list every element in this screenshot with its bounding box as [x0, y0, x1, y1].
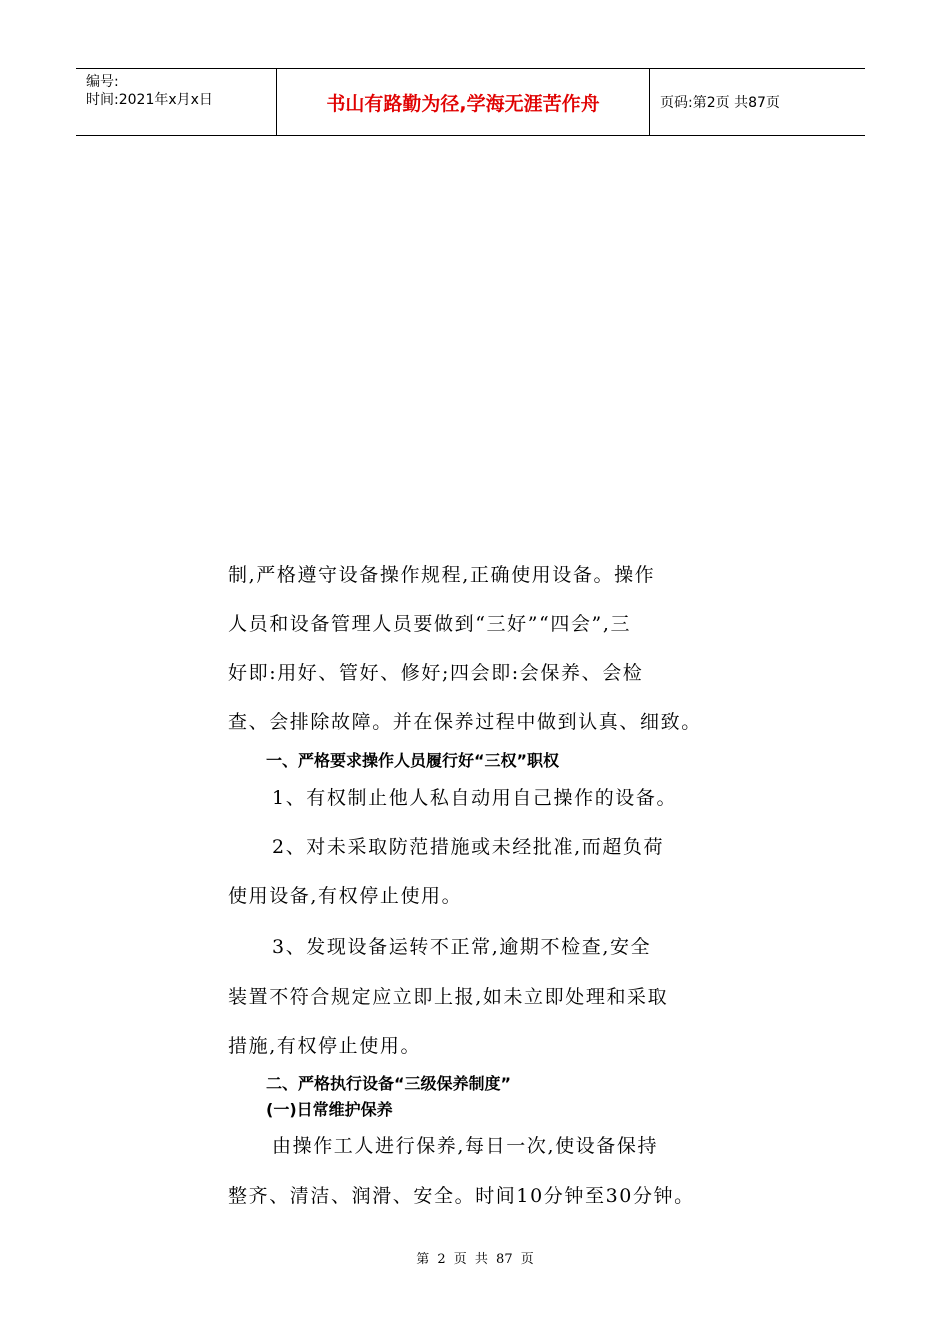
body-line: 整齐、清洁、润滑、安全。时间10分钟至30分钟。 [228, 1185, 695, 1207]
page-header [76, 68, 865, 136]
list-item: 3、发现设备运转不正常,逾期不检查,安全 [272, 936, 652, 958]
doc-time-label: 时间:2021年x月x日 [86, 92, 213, 108]
list-item-cont: 使用设备,有权停止使用。 [228, 885, 463, 907]
section-heading-2: 二、严格执行设备“三级保养制度” [266, 1074, 512, 1093]
list-item: 2、对未采取防范措施或未经批准,而超负荷 [272, 836, 665, 858]
body-line: 由操作工人进行保养,每日一次,使设备保持 [272, 1135, 659, 1157]
header-motto: 书山有路勤为径,学海无涯苦作舟 [277, 69, 650, 135]
header-meta [76, 69, 277, 135]
subsection-heading: (一)日常维护保养 [266, 1100, 393, 1119]
list-item: 1、有权制止他人私自动用自己操作的设备。 [272, 787, 678, 809]
body-line: 制,严格遵守设备操作规程,正确使用设备。操作 [228, 564, 656, 586]
body-line: 查、会排除故障。并在保养过程中做到认真、细致。 [228, 711, 702, 733]
list-item-cont: 措施,有权停止使用。 [228, 1035, 422, 1057]
header-page-info: 页码:第2页 共87页 [660, 95, 780, 111]
doc-number-label: 编号: [86, 74, 119, 90]
body-line: 好即:用好、管好、修好;四会即:会保养、会检 [228, 662, 644, 684]
page-footer: 第 2 页 共 87 页 [416, 1252, 534, 1267]
section-heading-1: 一、严格要求操作人员履行好“三权”职权 [266, 751, 560, 770]
body-line: 人员和设备管理人员要做到“三好”“四会”,三 [228, 613, 632, 635]
list-item-cont: 装置不符合规定应立即上报,如未立即处理和采取 [228, 986, 669, 1008]
